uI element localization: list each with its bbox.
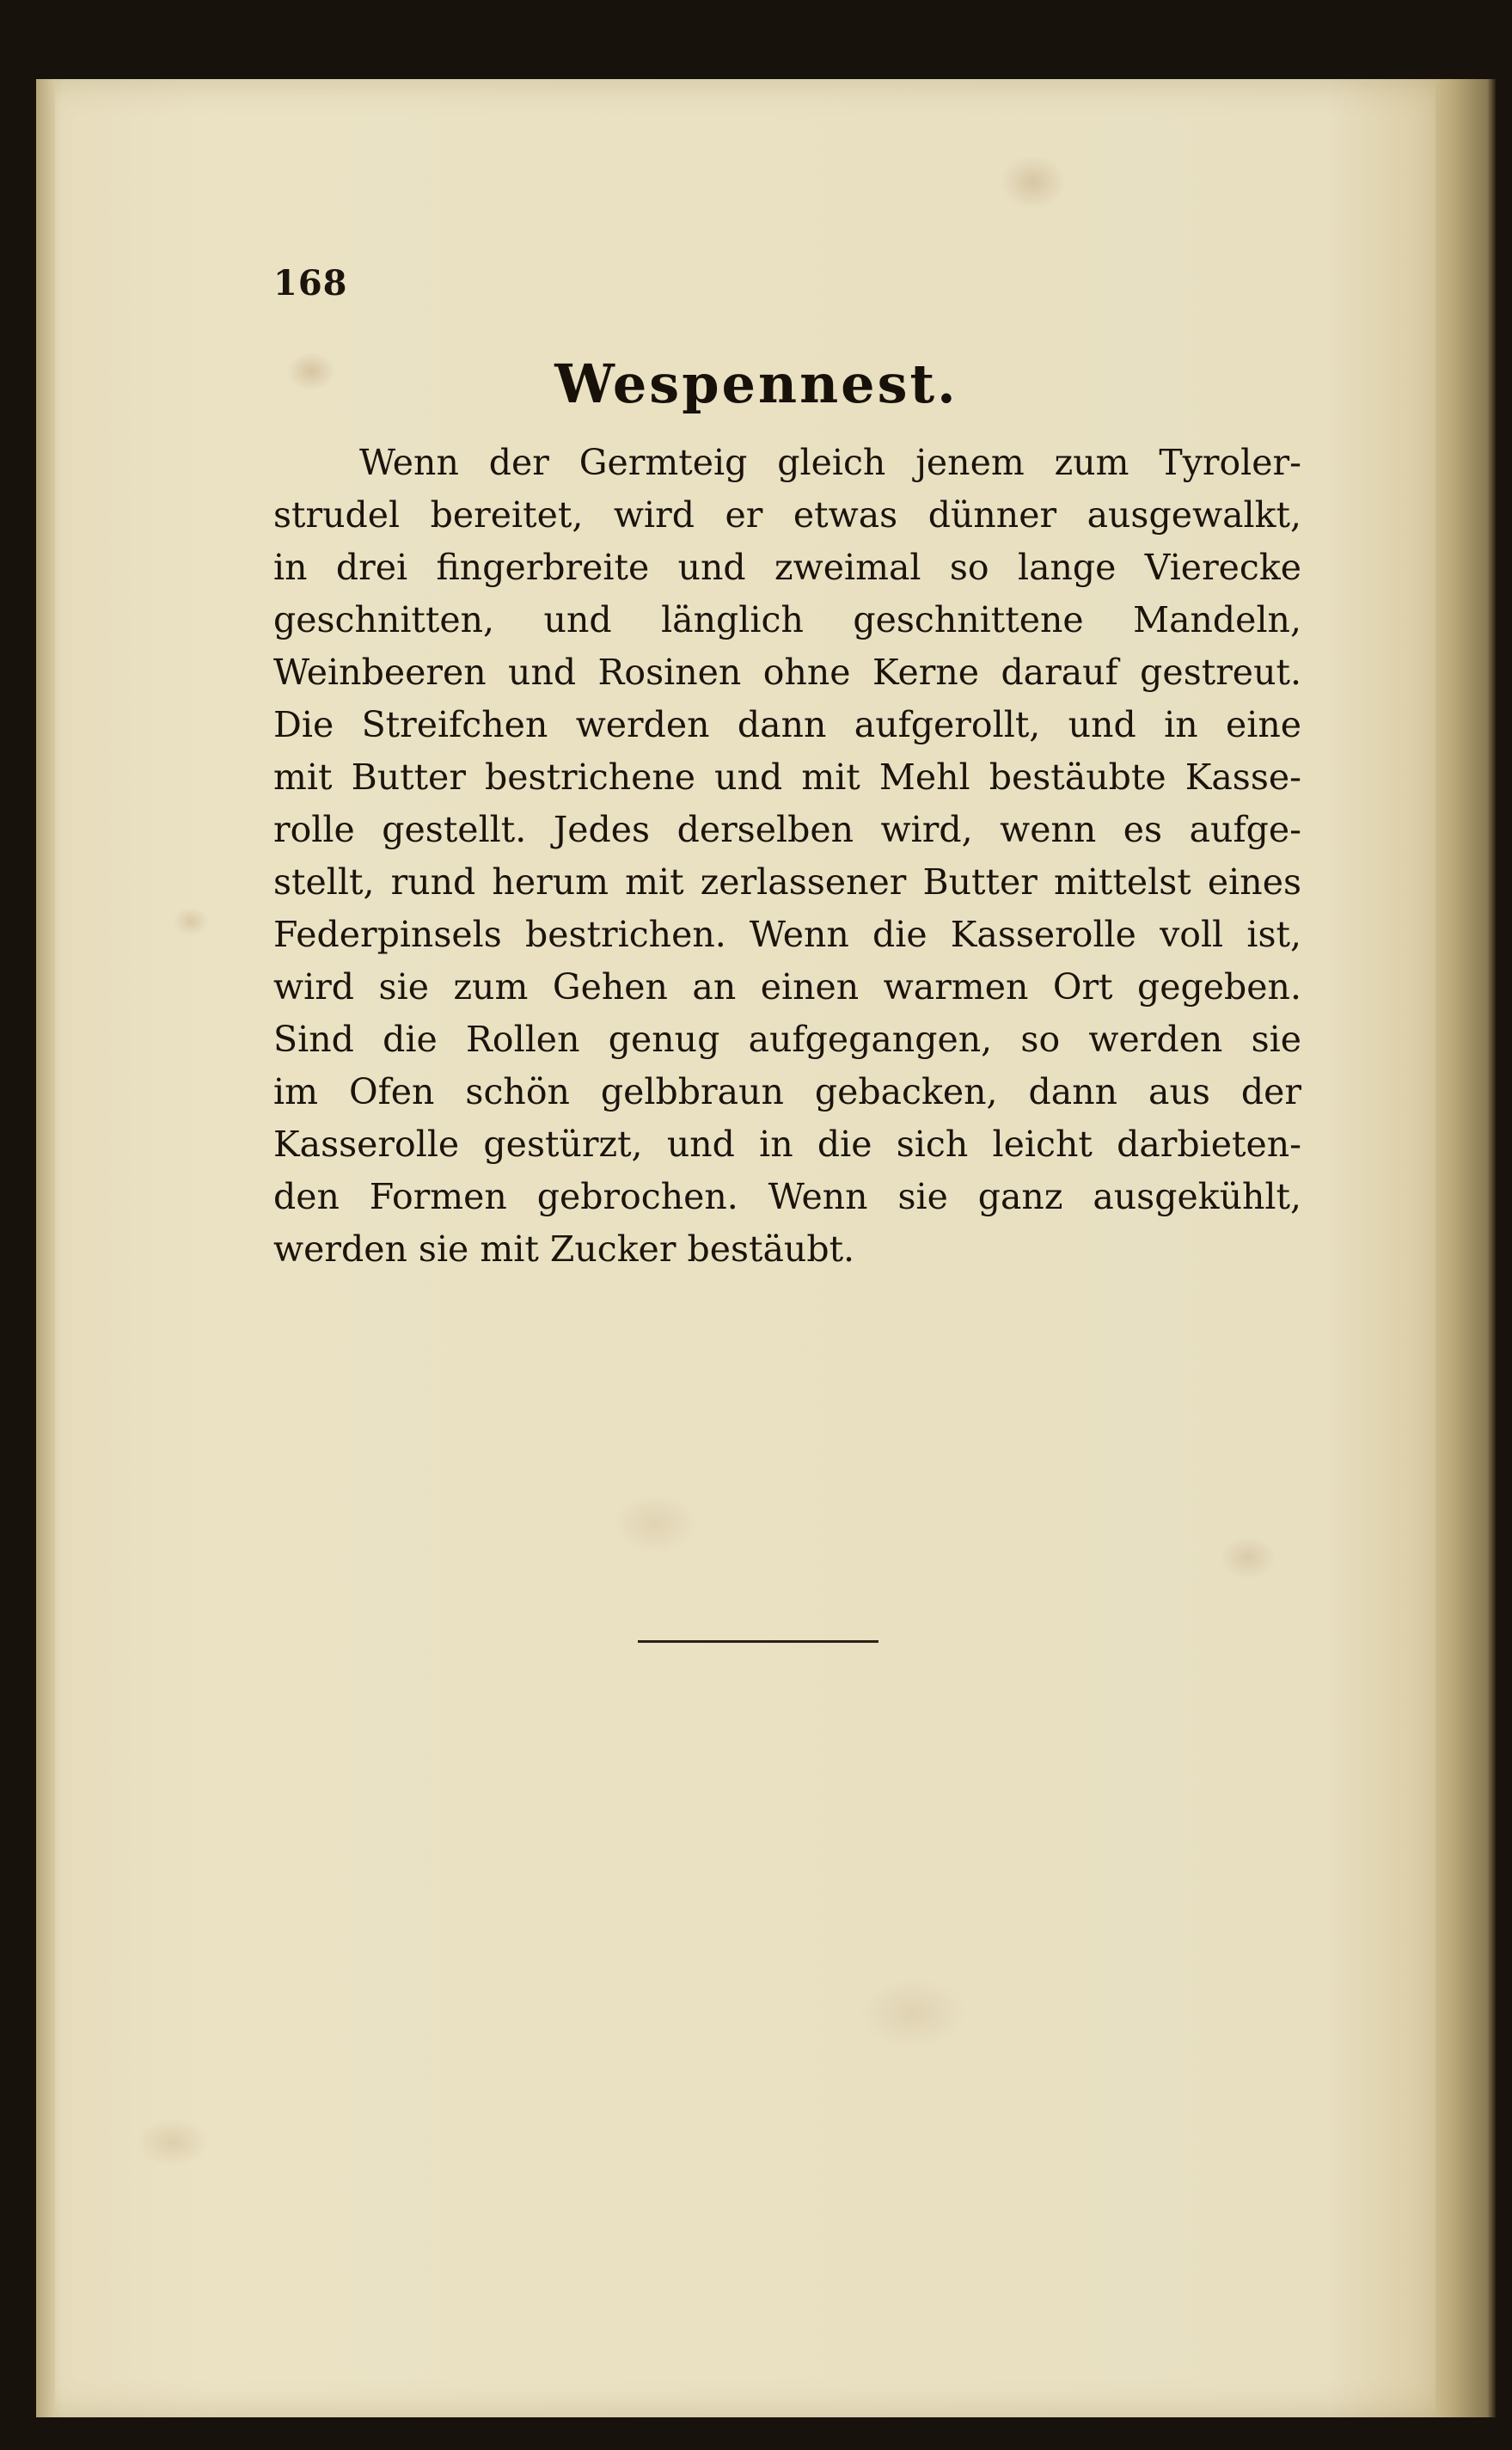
page-edge <box>1435 79 1496 2417</box>
text-line: mit Butter bestrichene und mit Mehl bestäubte Kasse- <box>273 756 1301 798</box>
text-line: Federpinsels bestrichen. Wenn die Kasserolle voll ist, <box>273 914 1301 955</box>
text-line: wird sie zum Gehen an einen warmen Ort gegeben. <box>273 966 1301 1008</box>
text-line: stellt, rund herum mit zerlassener Butter mittelst eines <box>273 861 1301 903</box>
text-line: werden sie mit Zucker bestäubt. <box>273 1228 855 1270</box>
recipe-title: Wespennest. <box>554 352 958 415</box>
text-line: den Formen gebrochen. Wenn sie ganz ausgekühlt, <box>273 1176 1301 1217</box>
text-line: rolle gestellt. Jedes derselben wird, wenn es aufge- <box>273 809 1301 850</box>
page-number: 168 <box>273 263 348 303</box>
text-line: im Ofen schön gelbbraun gebacken, dann aus der <box>273 1071 1301 1112</box>
end-rule <box>638 1640 878 1643</box>
book-gutter <box>36 79 55 2417</box>
text-line: Sind die Rollen genug aufgegangen, so werden sie <box>273 1019 1301 1060</box>
text-line: in drei fingerbreite und zweimal so lange Vierecke <box>273 547 1301 588</box>
text-line: geschnitten, und länglich geschnittene Mandeln, <box>273 599 1301 640</box>
text-line: Kasserolle gestürzt, und in die sich leicht darbieten- <box>273 1124 1301 1165</box>
text-line: strudel bereitet, wird er etwas dünner ausgewalkt, <box>273 494 1301 536</box>
recipe-text <box>273 437 1301 1276</box>
text-line: Wenn der Germteig gleich jenem zum Tyroler- <box>359 442 1301 483</box>
text-line: Weinbeeren und Rosinen ohne Kerne darauf gestreut. <box>273 652 1301 693</box>
text-line: Die Streifchen werden dann aufgerollt, und in eine <box>273 704 1301 745</box>
